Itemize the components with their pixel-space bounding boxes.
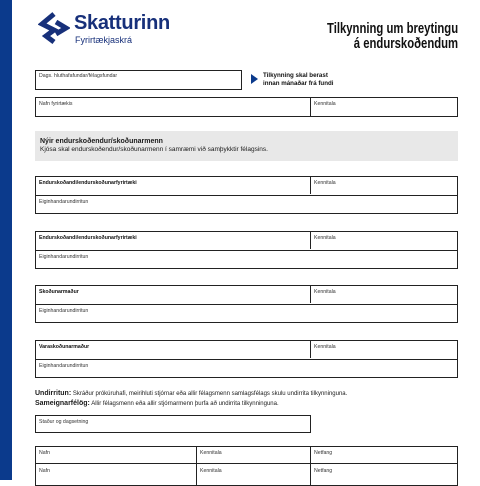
auditor-block-1[interactable] (35, 176, 458, 214)
inspector-name-label: Skoðunarmaður (39, 289, 79, 295)
auditor-id-label: Kennitala (314, 180, 336, 186)
form-title (327, 22, 458, 52)
deadline-notice-line2: innan mánaðar frá fundi (263, 79, 334, 87)
skatturinn-logo (38, 12, 188, 52)
auditor-block-2[interactable] (35, 231, 458, 269)
signature-instruction-1 (35, 390, 347, 397)
auditor-block-divider (36, 250, 457, 251)
auditor-block-vdivider (310, 286, 311, 303)
company-row (35, 97, 458, 117)
form-title-line2: á endurskoðendum (353, 36, 458, 52)
deputy-inspector-block[interactable] (35, 340, 458, 378)
signer-name-label: Nafn (39, 468, 50, 474)
signer-id-label: Kennitala (200, 468, 222, 474)
auditor-id-label: Kennitala (314, 235, 336, 241)
signers-col-divider (196, 447, 197, 485)
signature-instruction-1-text: Skráður prókúruhafi, meirihluti stjórnar eða allir félagsmenn samlagsfélags skulu undirrita tilkynninguna. (71, 391, 348, 397)
auditor-block-divider (36, 359, 457, 360)
deputy-inspector-signature-label: Eiginhandarundirritun (39, 363, 89, 369)
left-brand-bar (0, 0, 12, 480)
inspector-id-label: Kennitala (314, 289, 336, 295)
auditor-signature-label: Eiginhandarundirritun (39, 254, 89, 260)
deadline-notice (263, 72, 333, 87)
signature-instruction-2-bold: Sameignarfélög: (35, 400, 90, 407)
deputy-inspector-id-label: Kennitala (314, 344, 336, 350)
auditor-block-vdivider (310, 232, 311, 249)
signers-table[interactable] (35, 446, 458, 486)
auditor-name-label: Endurskoðandi/endurskoðunarfyrirtæki (39, 235, 137, 241)
signature-instruction-1-bold: Undirritun: (35, 390, 72, 397)
company-id-label: Kennitala (314, 101, 336, 107)
signer-name-label: Nafn (39, 450, 50, 456)
skatturinn-logo-icon (38, 12, 70, 44)
new-auditors-heading: Nýir endurskoðendur/skoðunarmenn (40, 138, 163, 145)
meeting-date-label: Dags. hluthafafundar/félagsfundar (39, 73, 118, 79)
brand-name: Skatturinn (74, 12, 170, 34)
deputy-inspector-name-label: Varaskoðunarmaður (39, 344, 90, 350)
inspector-block[interactable] (35, 285, 458, 323)
auditor-block-vdivider (310, 341, 311, 358)
signer-email-label: Netfang (314, 450, 333, 456)
new-auditors-text: Kjósa skal endurskoðendur/skoðunarmenn í samræmi við samþykktir félagsins. (40, 146, 268, 153)
auditor-block-divider (36, 195, 457, 196)
signature-instruction-2-text: Allir félagsmenn eða allir stjórnarmenn þurfa að undirrita tilkynninguna. (89, 401, 279, 407)
company-divider (310, 98, 311, 116)
deadline-notice-line1: Tilkynning skal berast (263, 72, 328, 79)
notice-arrow-icon (251, 74, 258, 84)
signers-col-divider (310, 447, 311, 485)
company-name-label: Nafn fyrirtækis (39, 101, 73, 107)
new-auditors-info (35, 131, 458, 161)
signers-row-divider (36, 463, 457, 464)
auditor-name-label: Endurskoðandi/endurskoðunarfyrirtæki (39, 180, 137, 186)
signature-instruction-2 (35, 400, 279, 407)
signer-id-label: Kennitala (200, 450, 222, 456)
auditor-block-divider (36, 304, 457, 305)
auditor-signature-label: Eiginhandarundirritun (39, 199, 89, 205)
inspector-signature-label: Eiginhandarundirritun (39, 308, 89, 314)
signer-email-label: Netfang (314, 468, 333, 474)
place-date-field[interactable] (35, 415, 311, 433)
form-title-line1: Tilkynning um breytingu (326, 21, 458, 37)
place-date-label: Staður og dagsetning (39, 419, 89, 425)
brand-subtitle: Fyrirtækjaskrá (75, 35, 133, 45)
auditor-block-vdivider (310, 177, 311, 194)
meeting-date-field[interactable] (35, 70, 242, 90)
